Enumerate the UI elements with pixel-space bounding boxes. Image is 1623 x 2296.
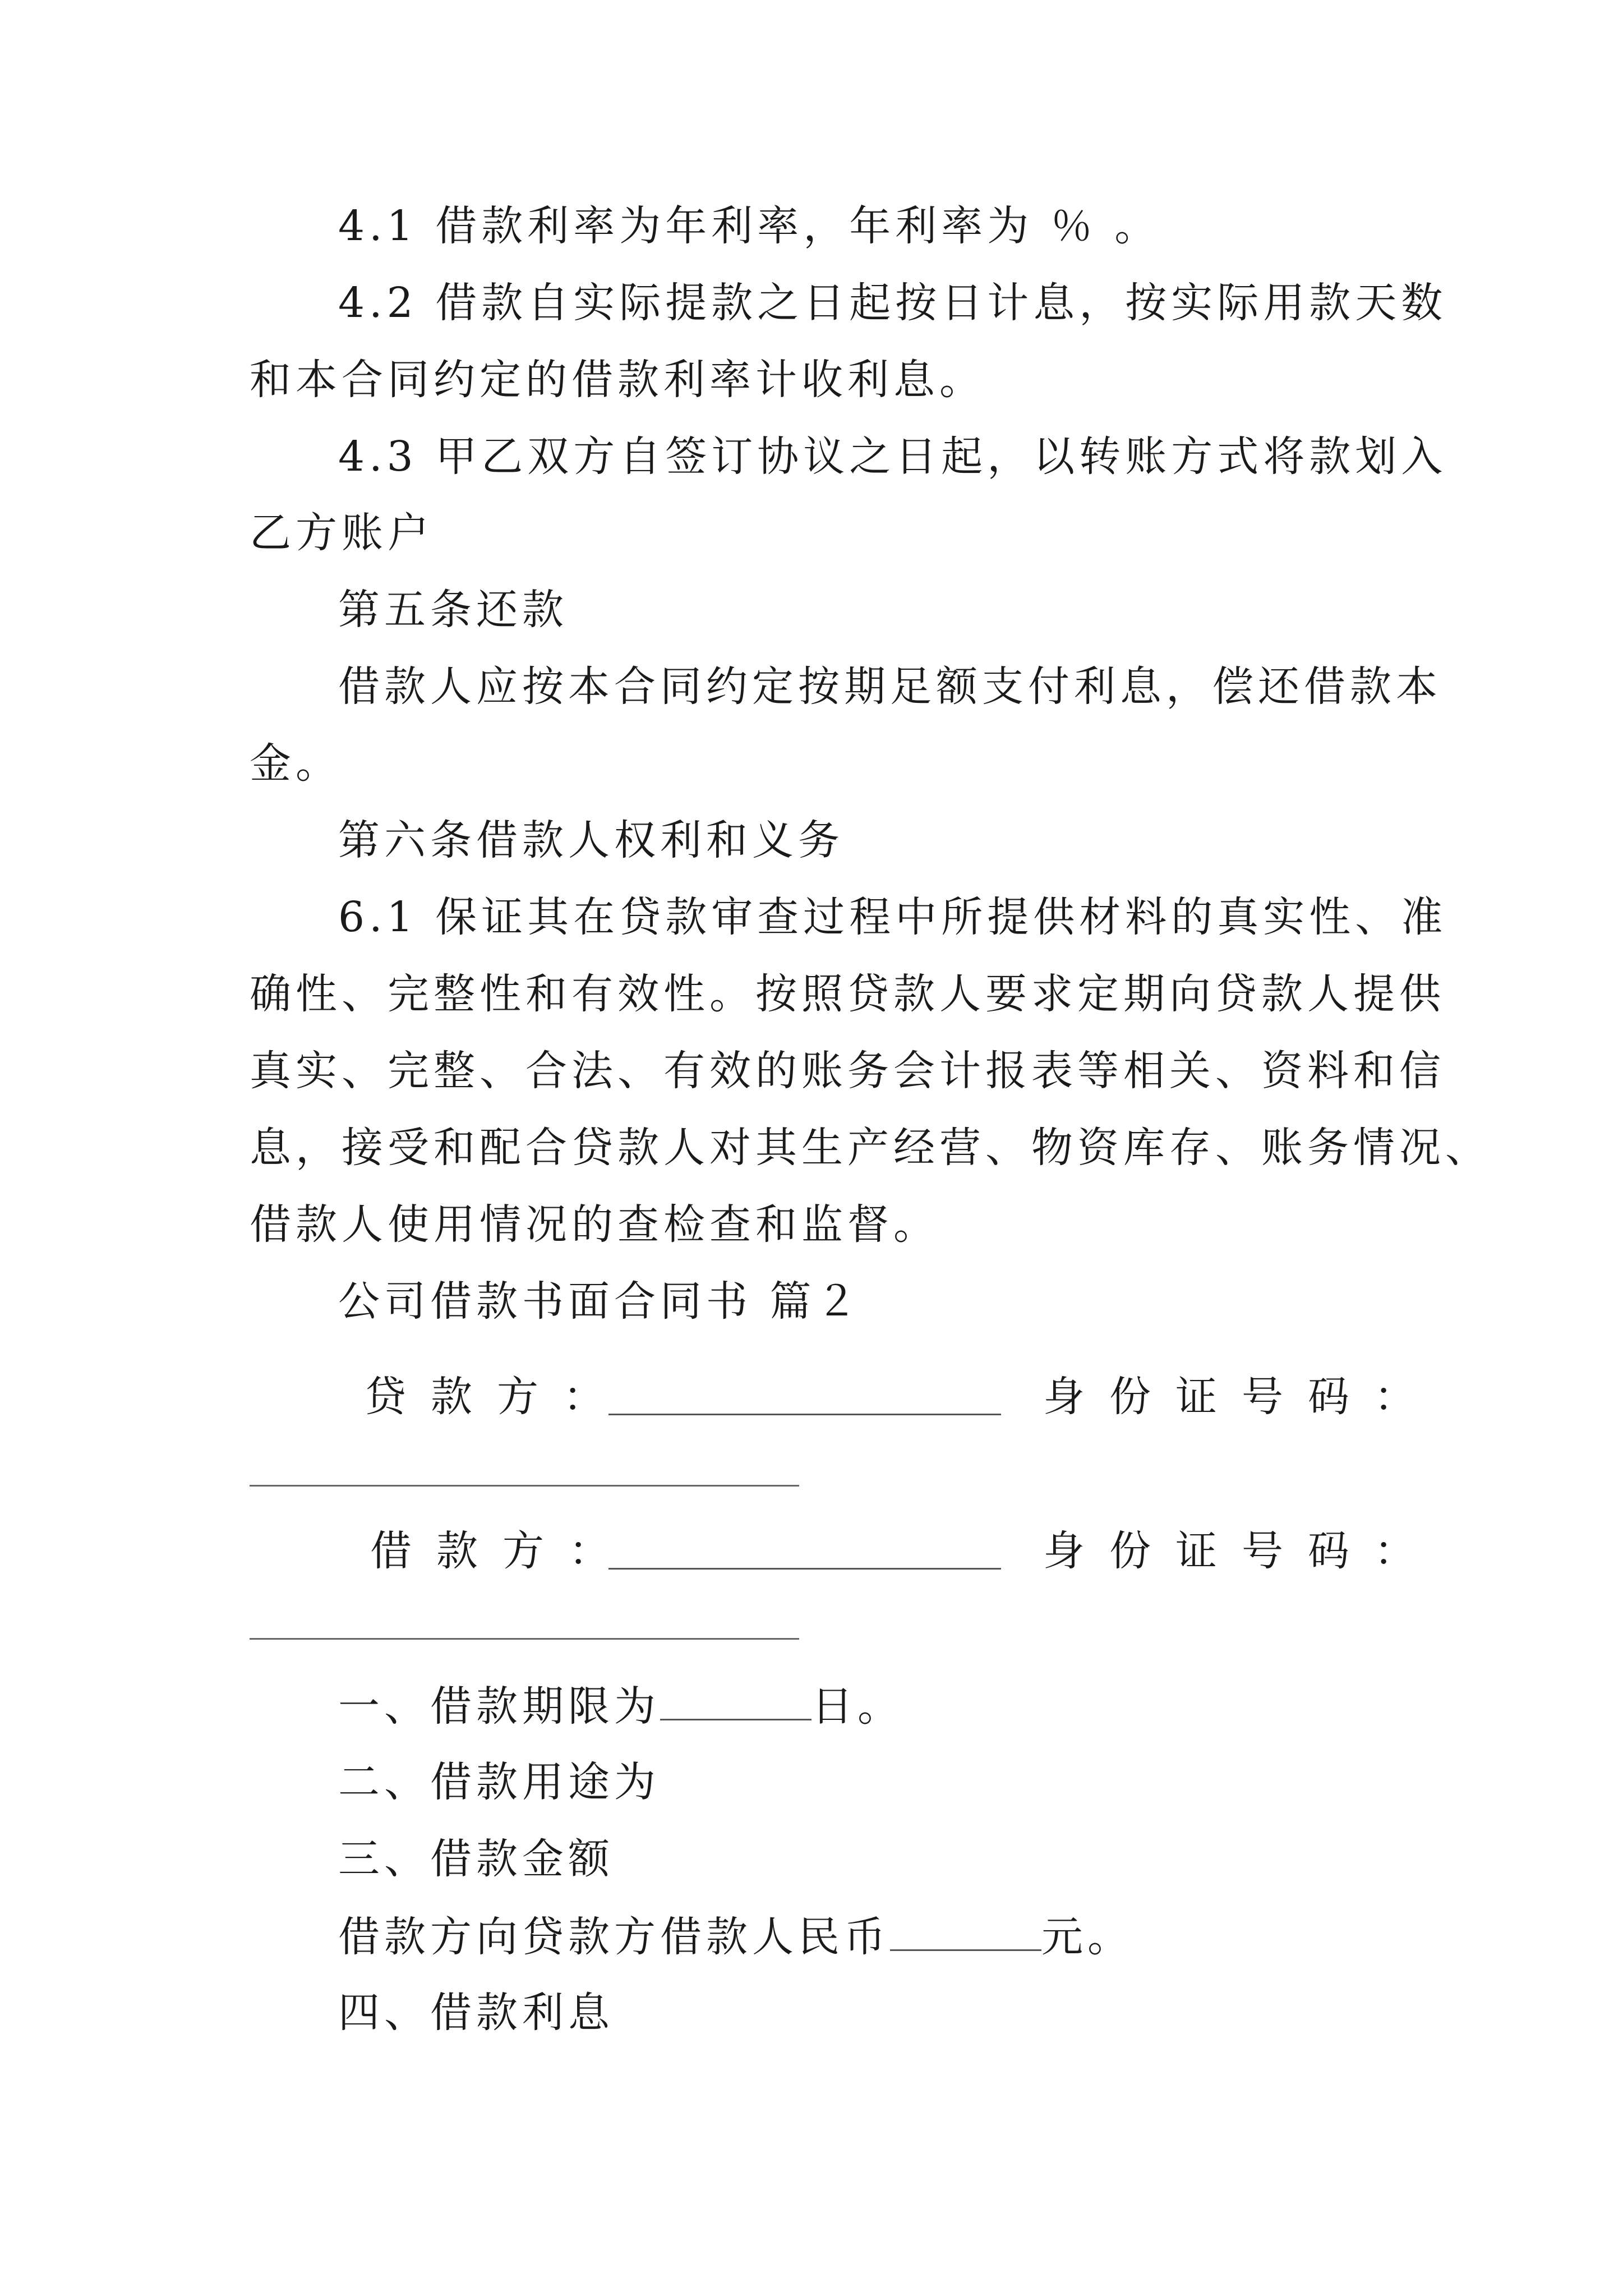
lender-id-field[interactable] [250,1485,799,1487]
article-5-text-cont: 金。 [250,739,342,788]
clause-6-1-line-5: 借款人使用情况的查检查和监督。 [250,1200,939,1249]
clause-4-2: 4.2 借款自实际提款之日起按日计息，按实际用款天数 [338,279,1447,327]
loan-interest-heading: 四、借款利息 [338,1989,614,2037]
clause-4-2-cont: 和本合同约定的借款利率计收利息。 [250,356,985,404]
borrower-id-field[interactable] [250,1638,799,1640]
clause-6-1: 6.1 保证其在贷款审查过程中所提供材料的真实性、准 [338,893,1447,941]
loan-term-suffix: 日。 [811,1682,903,1731]
clause-4-1: 4.1 借款利率为年利率，年利率为 ％ 。 [338,202,1161,250]
loan-term-prefix: 一、借款期限为 [338,1682,660,1731]
borrower-name-field[interactable] [608,1526,1001,1570]
clause-6-1-line-3: 真实、完整、合法、有效的账务会计报表等相关、资料和信 [250,1047,1445,1095]
loan-purpose: 二、借款用途为 [338,1758,660,1806]
borrower-label: 借款方： [370,1527,635,1575]
lender-name-field[interactable] [608,1372,1001,1415]
clause-6-1-line-4: 息，接受和配合贷款人对其生产经营、物资库存、账务情况、 [250,1124,1491,1172]
borrower-id-label: 身份证号码： [1043,1527,1440,1575]
clause-6-1-line-2: 确性、完整性和有效性。按照贷款人要求定期向贷款人提供 [250,970,1445,1018]
article-6-heading: 第六条借款人权利和义务 [338,816,844,864]
article-5-heading: 第五条还款 [338,586,568,634]
loan-amount-field[interactable] [890,1908,1041,1951]
loan-amount-suffix: 元。 [1041,1913,1133,1961]
loan-amount-line [338,1908,1133,1965]
clause-4-3: 4.3 甲乙双方自签订协议之日起，以转账方式将款划入 [338,432,1447,481]
lender-label: 贷款方： [365,1373,629,1421]
section-title-part-2: 公司借款书面合同书 篇２ [338,1277,862,1326]
loan-term-field[interactable] [660,1677,811,1720]
loan-amount-prefix: 借款方向贷款方借款人民币 [338,1913,890,1961]
lender-id-label: 身份证号码： [1043,1373,1440,1421]
article-5-text: 借款人应按本合同约定按期足额支付利息，偿还借款本 [338,662,1442,711]
loan-term-line [338,1677,903,1734]
loan-amount-heading: 三、借款金额 [338,1835,614,1883]
clause-4-3-cont: 乙方账户 [250,509,434,557]
